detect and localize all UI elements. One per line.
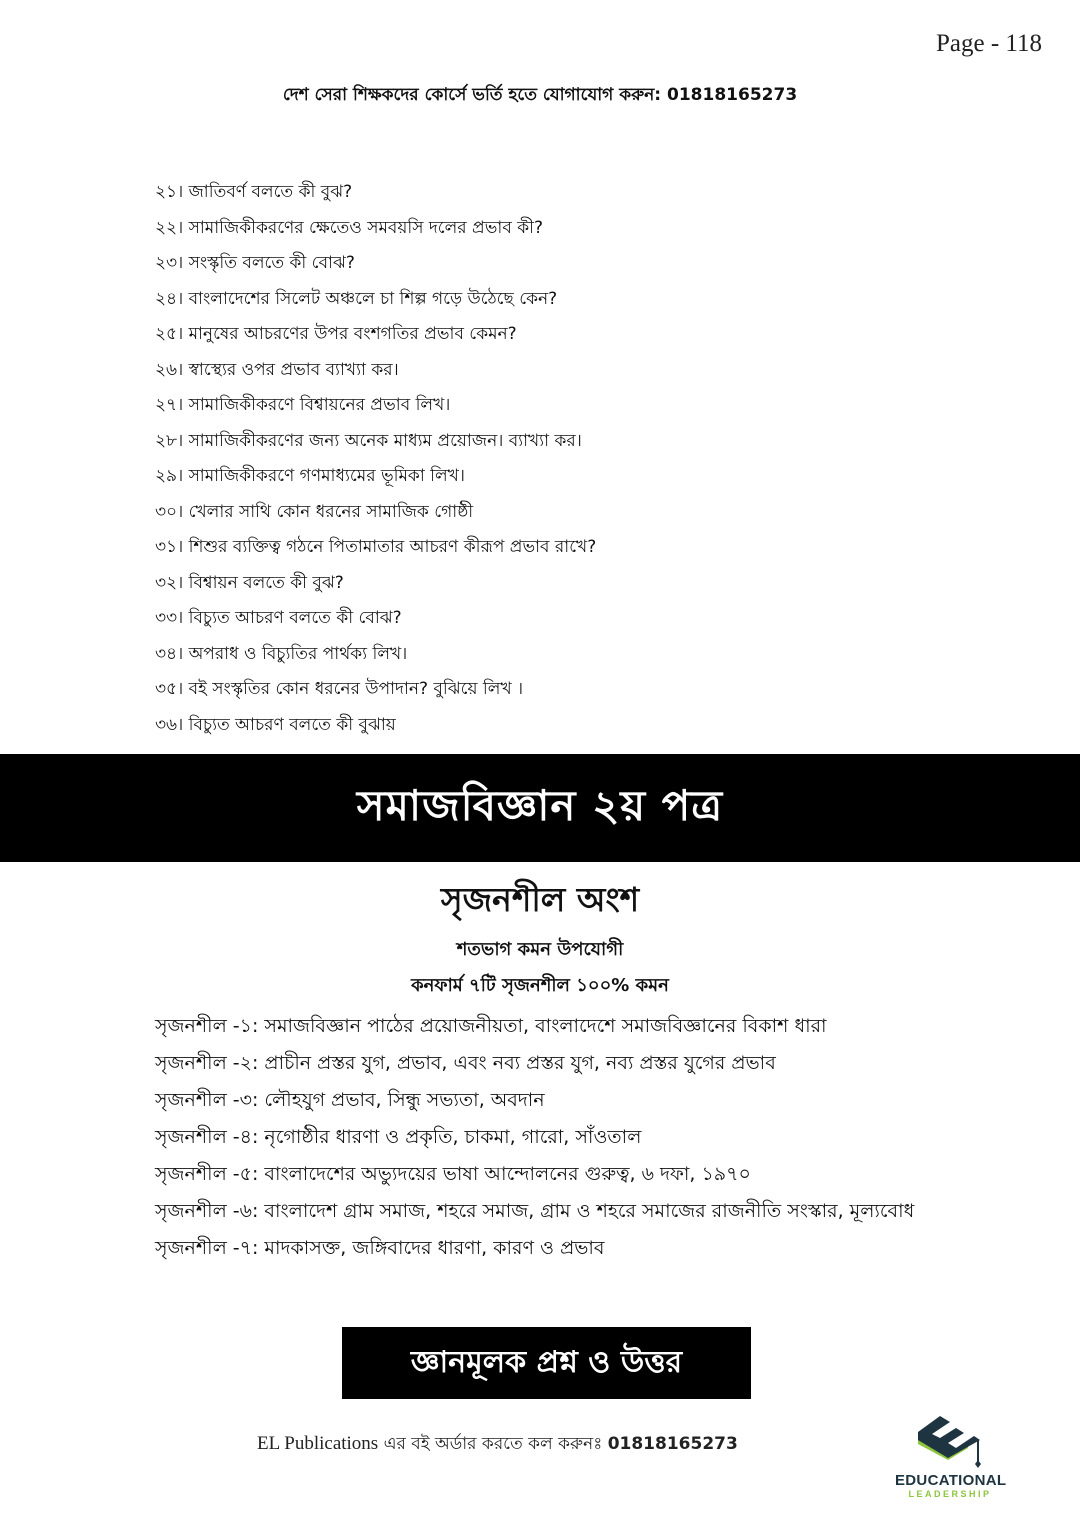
footer-phone: 01818165273 [607,1434,738,1454]
logo-tagline: LEADERSHIP [908,1489,992,1499]
question-item: ২৪। বাংলাদেশের সিলেট অঞ্চলে চা শিল্প গড়ে উঠেছে কেন? [155,288,558,309]
question-item: ৩৬। বিচ্যুত আচরণ বলতে কী বুঝায় [155,714,396,735]
question-item: ৩২। বিশ্বায়ন বলতে কী বুঝ? [155,572,344,593]
question-list [155,175,955,743]
creative-section-heading: সৃজনশীল অংশ [440,880,640,919]
question-item: ২৩। সংস্কৃতি বলতে কী বোঝ? [155,253,355,273]
creative-subtitle: শতভাগ কমন উপযোগী [456,939,624,960]
creative-item: সৃজনশীল -৫: বাংলাদেশের অভ্যুদয়ের ভাষা আন্দোলনের গুরুত্ব, ৬ দফা, ১৯৭০ [155,1163,751,1185]
creative-topic-list [155,1008,945,1267]
footer-text: এর বই অর্ডার করতে কল করুনঃ [378,1434,608,1454]
question-item: ২৭। সামাজিকীকরণে বিশ্বায়নের প্রভাব লিখ। [155,395,451,415]
question-item: ২১। জাতিবর্ণ বলতে কী বুঝ? [155,182,353,202]
creative-item: সৃজনশীল -৪: নৃগোষ্ঠীর ধারণা ও প্রকৃতি, চাকমা, গারো, সাঁওতাল [155,1126,642,1148]
question-item: ৩৪। অপরাধ ও বিচ্যুতির পার্থক্য লিখ। [155,643,408,664]
graduation-cap-e-logo-icon [910,1408,990,1470]
question-item: ২৯। সামাজিকীকরণে গণমাধ্যমের ভূমিকা লিখ। [155,466,465,486]
footer-order-line [257,1431,738,1459]
header-contact-banner: দেশ সেরা শিক্ষকদের কোর্সে ভর্তি হতে যোগাযোগ করুন: 01818165273 [282,85,798,105]
publisher-name: EL Publications [257,1433,379,1454]
knowledge-questions-banner [342,1327,751,1399]
question-item: ৩০। খেলার সাথি কোন ধরনের সামাজিক গোষ্ঠী [155,501,474,522]
question-item: ২৮। সামাজিকীকরণের জন্য অনেক মাধ্যম প্রয়োজন। ব্যাখ্যা কর। [155,430,582,451]
logo-name: EDUCATIONAL [895,1472,1007,1489]
knowledge-banner-label: জ্ঞানমূলক প্রশ্ন ও উত্তর [410,1344,683,1380]
question-item: ২২। সামাজিকীকরণের ক্ষেতেও সমবয়সি দলের প্রভাব কী? [155,217,543,238]
page-number: Page - 118 [936,30,1042,57]
section-title: সমাজবিজ্ঞান ২য় পত্র [356,780,724,830]
creative-item: সৃজনশীল -১: সমাজবিজ্ঞান পাঠের প্রয়োজনীয়তা, বাংলাদেশে সমাজবিজ্ঞানের বিকাশ ধারা [155,1015,827,1037]
educational-leadership-logo [895,1408,1005,1508]
section-title-banner [0,754,1080,862]
creative-item: সৃজনশীল -৩: লৌহযুগ প্রভাব, সিন্ধু সভ্যতা, অবদান [155,1089,545,1111]
question-item: ৩৩। বিচ্যুত আচরণ বলতে কী বোঝ? [155,608,402,628]
creative-item: সৃজনশীল -২: প্রাচীন প্রস্তর যুগ, প্রভাব, এবং নব্য প্রস্তর যুগ, নব্য প্রস্তর যুগের প্রভাব [155,1052,776,1074]
question-item: ২৬। স্বাস্থ্যের ওপর প্রভাব ব্যাখ্যা কর। [155,359,399,380]
question-item: ২৫। মানুষের আচরণের উপর বংশগতির প্রভাব কেমন? [155,324,517,344]
question-item: ৩১। শিশুর ব্যক্তিত্ব গঠনে পিতামাতার আচরণ কীরূপ প্রভাব রাখে? [155,537,597,557]
creative-item: সৃজনশীল -৬: বাংলাদেশ গ্রাম সমাজ, শহরে সমাজ, গ্রাম ও শহরে সমাজের রাজনীতি সংস্কার, মূল্যবোধ [155,1200,915,1222]
question-item: ৩৫। বই সংস্কৃতির কোন ধরনের উপাদান? বুঝিয়ে লিখ । [155,679,524,699]
creative-item: সৃজনশীল -৭: মাদকাসক্ত, জঙ্গিবাদের ধারণা, কারণ ও প্রভাব [155,1237,605,1259]
creative-confirm-subtitle: কনফার্ম ৭টি সৃজনশীল ১০০% কমন [411,975,669,996]
